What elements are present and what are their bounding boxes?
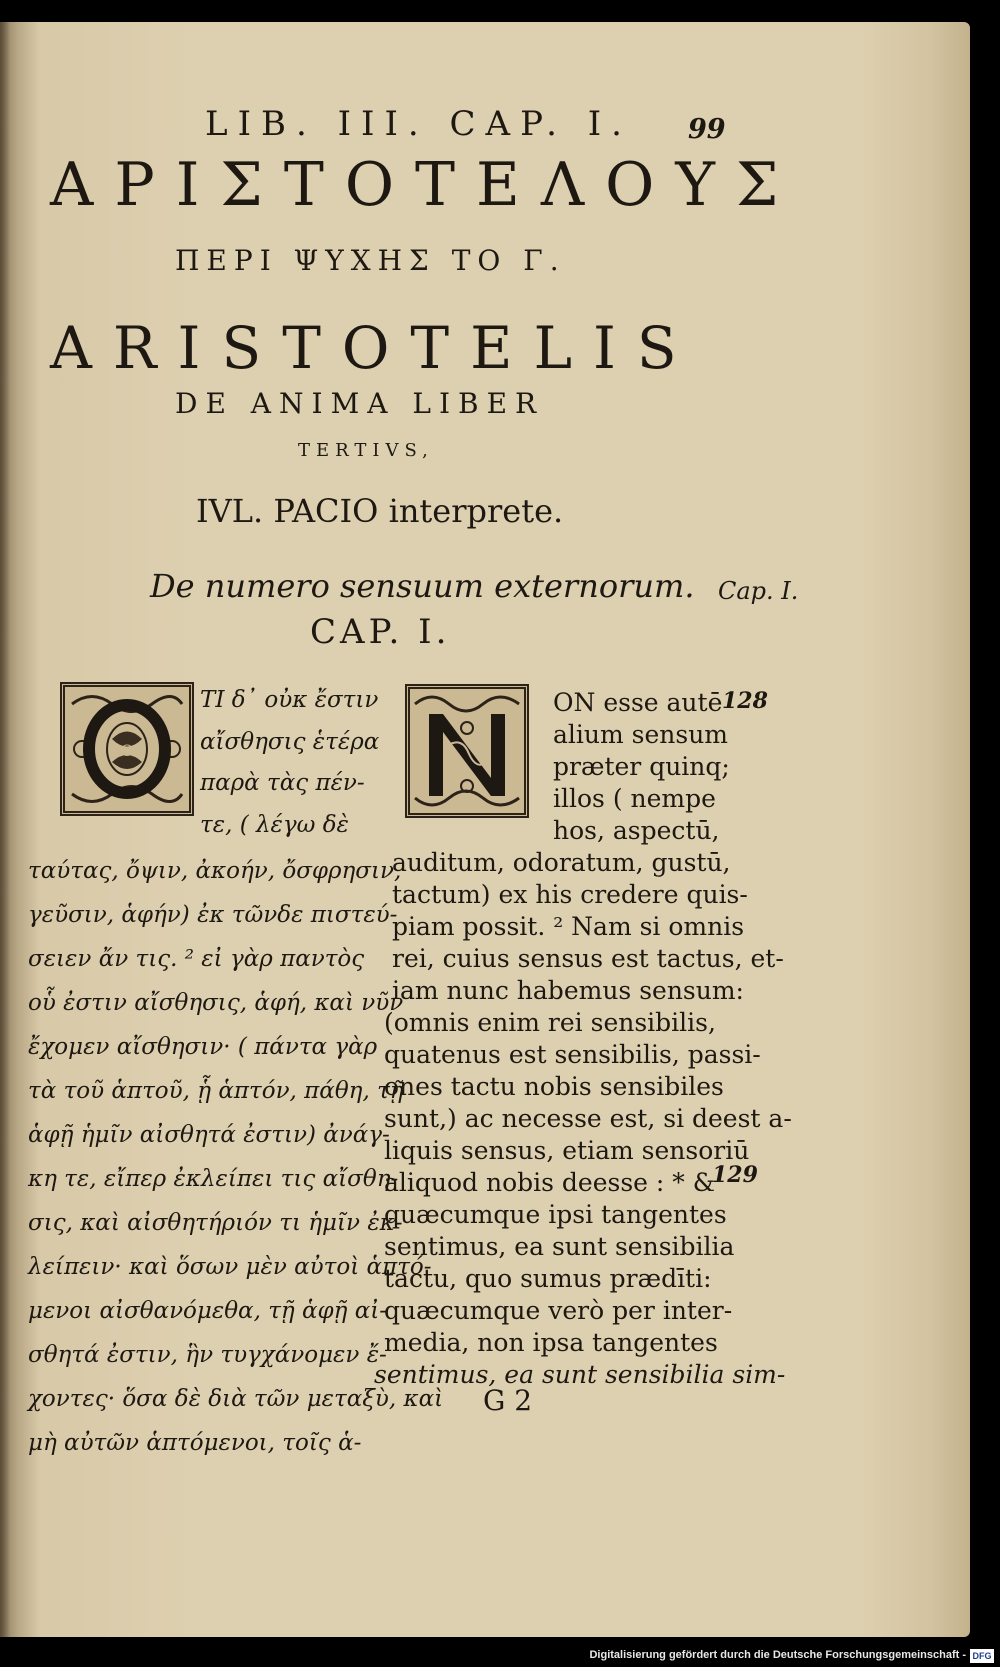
dfg-logo-icon: DFG: [970, 1649, 994, 1663]
ornamental-initial-n: [405, 684, 529, 818]
latin-line: media, non ipsa tangentes: [384, 1328, 718, 1357]
greek-line: οὗ ἐστιν αἴσθησις, ἁφή, καὶ νῦν: [28, 990, 404, 1016]
running-head: LIB. III. CAP. I.: [205, 104, 632, 144]
latin-line: aliquod nobis deesse : * &: [384, 1168, 715, 1197]
greek-line: ἔχομεν αἴσθησιν· ( πάντα γὰρ: [28, 1034, 378, 1060]
greek-line: ταύτας, ὄψιν, ἀκοήν, ὄσφρησιν,: [28, 858, 402, 884]
greek-subtitle: ΠΕΡΙ ΨΥΧΗΣ ΤΟ Γ.: [175, 244, 566, 277]
greek-line: ἁφῇ ἡμῖν αἰσθητά ἐστιν) ἀνάγ-: [28, 1122, 390, 1148]
greek-title: ΑΡΙΣΤΟΤΕΛΟΥΣ: [50, 150, 800, 220]
latin-line: ones tactu nobis sensibiles: [384, 1072, 724, 1101]
latin-line: tactum) ex his credere quis-: [392, 880, 748, 909]
latin-line: quatenus est sensibilis, passi-: [384, 1040, 761, 1069]
latin-line: auditum, odoratum, gustū,: [392, 848, 731, 877]
greek-line: παρὰ τὰς πέν-: [200, 770, 365, 796]
greek-line: γεῦσιν, ἁφήν) ἐκ τῶνδε πιστεύ-: [28, 902, 398, 928]
latin-line: quæcumque verò per inter-: [384, 1296, 733, 1325]
latin-line: (omnis enim rei sensibilis,: [384, 1008, 716, 1037]
greek-line: σθητά ἐστιν, ἣν τυγχάνομεν ἔ-: [28, 1342, 387, 1368]
signature-mark: G 2: [483, 1384, 533, 1417]
latin-line: quæcumque ipsi tangentes: [384, 1200, 727, 1229]
latin-line: sunt,) ac necesse est, si deest a-: [384, 1104, 792, 1133]
latin-line: illos ( nempe: [553, 784, 716, 813]
greek-line: τὰ τοῦ ἁπτοῦ, ᾗ ἁπτόν, πάθη, τῇ: [28, 1078, 404, 1104]
initial-o-letter: O: [120, 741, 134, 760]
digitization-credit: Digitalisierung gefördert durch die Deutsche Forschungsgemeinschaft -: [589, 1649, 966, 1661]
greek-line: σειεν ἄν τις. ² εἰ γὰρ παντὸς: [28, 946, 365, 972]
latin-line: liquis sensus, etiam sensoriū: [384, 1136, 750, 1165]
ornamental-initial-o: [60, 682, 194, 816]
book-page: [0, 22, 970, 1637]
chapter-number: CAP. I.: [310, 612, 451, 652]
margin-chapter-label: Cap. I.: [718, 577, 799, 605]
greek-line: μὴ αὐτῶν ἁπτόμενοι, τοῖς ἁ-: [28, 1430, 362, 1456]
latin-line: alium sensum: [553, 720, 729, 749]
greek-line: ΤΙ δ᾽ οὐκ ἔστιν: [200, 687, 379, 713]
marginal-note-128: 128: [722, 688, 768, 714]
greek-line: αἴσθησις ἑτέρα: [200, 729, 380, 755]
latin-line: hos, aspectū,: [553, 816, 720, 845]
latin-line: sentimus, ea sunt sensibilia sim-: [374, 1360, 786, 1389]
latin-line: sentimus, ea sunt sensibilia: [384, 1232, 735, 1261]
marginal-note-129: 129: [712, 1162, 758, 1188]
greek-line: λείπειν· καὶ ὅσων μὲν αὐτοὶ ἁπτό-: [28, 1254, 432, 1280]
initial-n-letter: N: [466, 706, 468, 707]
latin-line: ON esse autē: [553, 688, 723, 717]
latin-line: tactu, quo sumus prædīti:: [384, 1264, 712, 1293]
latin-subtitle-book: TERTIVS,: [298, 440, 434, 461]
greek-line: μενοι αἰσθανόμεθα, τῇ ἁφῇ αἰ-: [28, 1298, 388, 1324]
latin-line: iam nunc habemus sensum:: [392, 976, 744, 1005]
latin-subtitle: DE ANIMA LIBER: [175, 387, 545, 420]
latin-line: rei, cuius sensus est tactus, et-: [392, 944, 784, 973]
greek-line: κη τε, εἴπερ ἐκλείπει τις αἴσθη-: [28, 1166, 399, 1192]
latin-line: piam possit. ² Nam si omnis: [392, 912, 745, 941]
latin-line: præter quinq;: [553, 752, 730, 781]
latin-title: ARISTOTELIS: [50, 314, 698, 382]
greek-line: σις, καὶ αἰσθητήριόν τι ἡμῖν ἐκ-: [28, 1210, 403, 1236]
page-number: 99: [688, 114, 726, 145]
greek-line: τε, ( λέγω δὲ: [200, 812, 349, 838]
chapter-heading: De numero sensuum externorum.: [150, 567, 695, 605]
greek-line: χοντες· ὅσα δὲ διὰ τῶν μεταξὺ, καὶ: [28, 1386, 444, 1412]
interpreter-line: IVL. PACIO interprete.: [196, 492, 564, 530]
